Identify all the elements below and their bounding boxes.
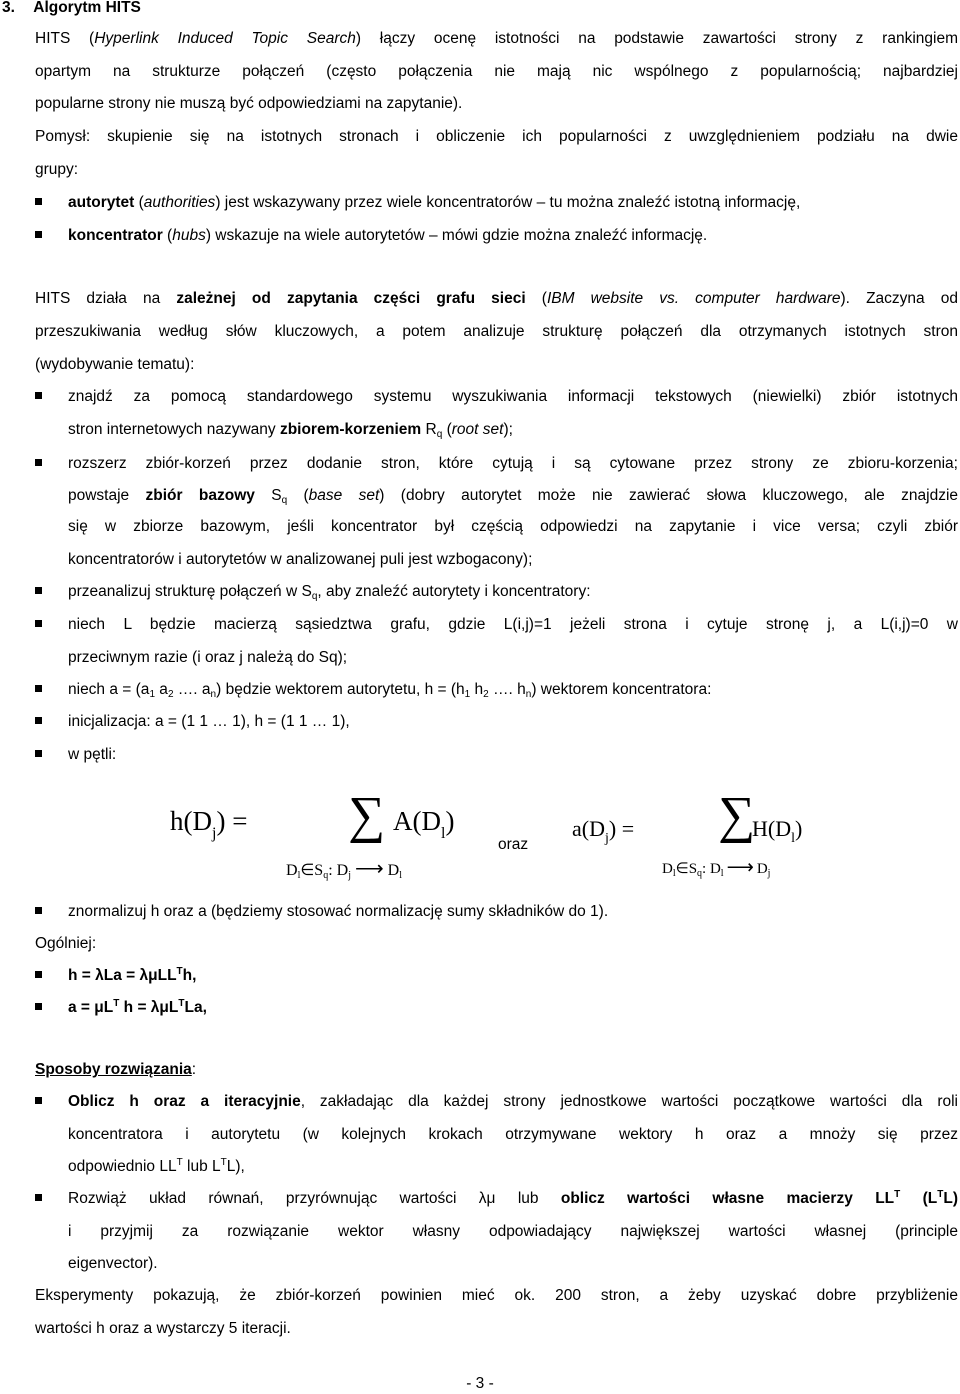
- section-title: Algorytm HITS: [33, 0, 141, 16]
- step-7: w pętli:: [68, 746, 117, 763]
- step-1-line-2: stron internetowych nazywany zbiorem-korzeniem $R_q$ (root set);: [68, 421, 513, 440]
- hub-sum-range: $D_l\in S_q$: $D_j$ ⟶ $D_l$: [286, 858, 402, 881]
- sum-icon: ∑: [348, 787, 386, 844]
- experiments-line-1: Eksperymenty pokazują, że zbiór-korzeń powinien mieć ok. 200 stron, a żeby uzyskać dobre przybliżenie: [35, 1287, 958, 1304]
- step-2-line-4: koncentratorów i autorytetów w analizowanej puli jest wzbogacony);: [68, 551, 533, 568]
- depends-line-1: HITS działa na zależnej od zapytania części grafu sieci (IBM website vs. computer hardware). Zaczyna od: [35, 290, 959, 307]
- bullet-icon: [35, 198, 42, 205]
- solution-2-line-1: Rozwiąż układ równań, przyrównując wartości λμ lub oblicz wartości własne macierzy $LL^T$ $(L^TL)$: [68, 1189, 958, 1207]
- idea-line-1: Pomysł: skupienie się na istotnych stronach i obliczenie ich popularności z uwzględnieniem podziału na dwie: [35, 128, 958, 145]
- step-3: przeanalizuj strukturę połączeń w $S_q$, aby znaleźć autorytety i koncentratory:: [68, 583, 591, 602]
- authority-formula-left: $a(D_j)$ =: [572, 816, 635, 846]
- authority-term: $A(D_l)$: [393, 806, 455, 842]
- solution-2-line-2: i przyjmij za rozwiązanie wektor własny odpowiadający największej wartości własnej (principle: [68, 1223, 958, 1240]
- authority-item: autorytet (authorities) jest wskazywany przez wiele koncentratorów – tu można znaleźć istotną informację,: [68, 194, 801, 211]
- section-heading: [2, 0, 958, 18]
- bullet-icon: [35, 1194, 42, 1201]
- step-4-line-2: przeciwnym razie (i oraz j należą do Sq);: [68, 649, 348, 666]
- hub-item: koncentrator (hubs) wskazuje na wiele autorytetów – mówi gdzie można znaleźć informację.: [68, 227, 708, 244]
- bullet-icon: [35, 1003, 42, 1010]
- general-formula-a: $a = \mu L^T$ h = λμL$^T$La,: [68, 998, 207, 1016]
- arrow-icon: ⟶: [726, 857, 754, 878]
- bullet-icon: [35, 750, 42, 757]
- idea-line-2: grupy:: [35, 161, 79, 178]
- bullet-icon: [35, 685, 42, 692]
- section-number: 3.: [2, 0, 15, 16]
- step-6: inicjalizacja: a = (1 1 … 1), h = (1 1 … 1),: [68, 713, 350, 730]
- step-1-line-1: znajdź za pomocą standardowego systemu wyszukiwania informacji tekstowych (niewielki) zbiór istotnych: [68, 388, 958, 405]
- bullet-icon: [35, 459, 42, 466]
- solution-1-line-2: koncentratora i autorytetu (w kolejnych krokach otrzymywane wektory h oraz a mnoży się przez: [68, 1126, 958, 1143]
- general-label: Ogólniej:: [35, 935, 97, 952]
- intro-line-3: popularne strony nie muszą być odpowiedziami na zapytanie).: [35, 95, 463, 112]
- step-2-line-2: powstaje zbiór bazowy $S_q$ (base set) (dobry autorytet może nie zawierać słowa kluczowego, ale znajdzie: [68, 487, 959, 506]
- solution-1-line-3: odpowiednio $LL^T$ lub $L^TL$),: [68, 1157, 245, 1175]
- bullet-icon: [35, 1097, 42, 1104]
- page-number: - 3 -: [466, 1375, 494, 1392]
- experiments-line-2: wartości h oraz a wystarczy 5 iteracji.: [35, 1320, 291, 1337]
- hub-formula-left: $h(D_j)$ =: [170, 806, 248, 842]
- bullet-icon: [35, 587, 42, 594]
- depends-line-2: przeszukiwania według słów kluczowych, a potem analizuje strukturę połączeń dla otrzymanych istotnych stron: [35, 323, 958, 340]
- bullet-icon: [35, 392, 42, 399]
- solution-2-line-3: eigenvector).: [68, 1255, 158, 1272]
- step-5: niech $a = (a_1$ $a_2$ …. $a_n$) będzie wektorem autorytetu, $h = (h_1$ $h_2$ …. $h_n$) wektorem koncentratora:: [68, 681, 712, 700]
- sum-icon: ∑: [718, 787, 756, 844]
- authority-sum-range: $D_l\in S_q$: $D_l$ ⟶ $D_j$: [662, 857, 771, 879]
- bullet-icon: [35, 907, 42, 914]
- oraz-label: oraz: [498, 836, 529, 853]
- general-formula-h: h = λLa = λμLL$^T$h,: [68, 966, 197, 984]
- depends-line-3: (wydobywanie tematu):: [35, 356, 195, 373]
- hub-term: $H(D_l)$: [752, 816, 803, 846]
- bullet-icon: [35, 717, 42, 724]
- bullet-icon: [35, 620, 42, 627]
- solution-1-line-1: Oblicz h oraz a iteracyjnie, zakładając dla każdej strony jednostkowe wartości początkowe wartości dla roli: [68, 1093, 958, 1110]
- arrow-icon: ⟶: [354, 858, 384, 880]
- step-2-line-3: się w zbiorze bazowym, jeśli koncentrator był częścią odpowiedzi na zapytanie i vice versa; czyli zbiór: [68, 518, 958, 535]
- bullet-icon: [35, 231, 42, 238]
- intro-line-2: opartym na strukturze połączeń (często połączenia nie mają nic wspólnego z popularnością; najbardziej: [35, 63, 958, 80]
- bullet-icon: [35, 971, 42, 978]
- step-4-line-1: niech L będzie macierzą sąsiedztwa grafu, gdzie L(i,j)=1 jeżeli strona i cytuje stronę j, a L(i,j)=0 w: [68, 616, 958, 633]
- step-2-line-1: rozszerz zbiór-korzeń przez dodanie stron, które cytują i są cytowane przez strony ze zbioru-korzenia;: [68, 455, 958, 472]
- normalize-step: znormalizuj h oraz a (będziemy stosować normalizację sumy składników do 1).: [68, 903, 609, 920]
- solutions-heading: Sposoby rozwiązania:: [35, 1061, 197, 1078]
- intro-line-1: HITS (Hyperlink Induced Topic Search) łączy ocenę istotności na podstawie zawartości strony z rankingiem: [35, 30, 958, 47]
